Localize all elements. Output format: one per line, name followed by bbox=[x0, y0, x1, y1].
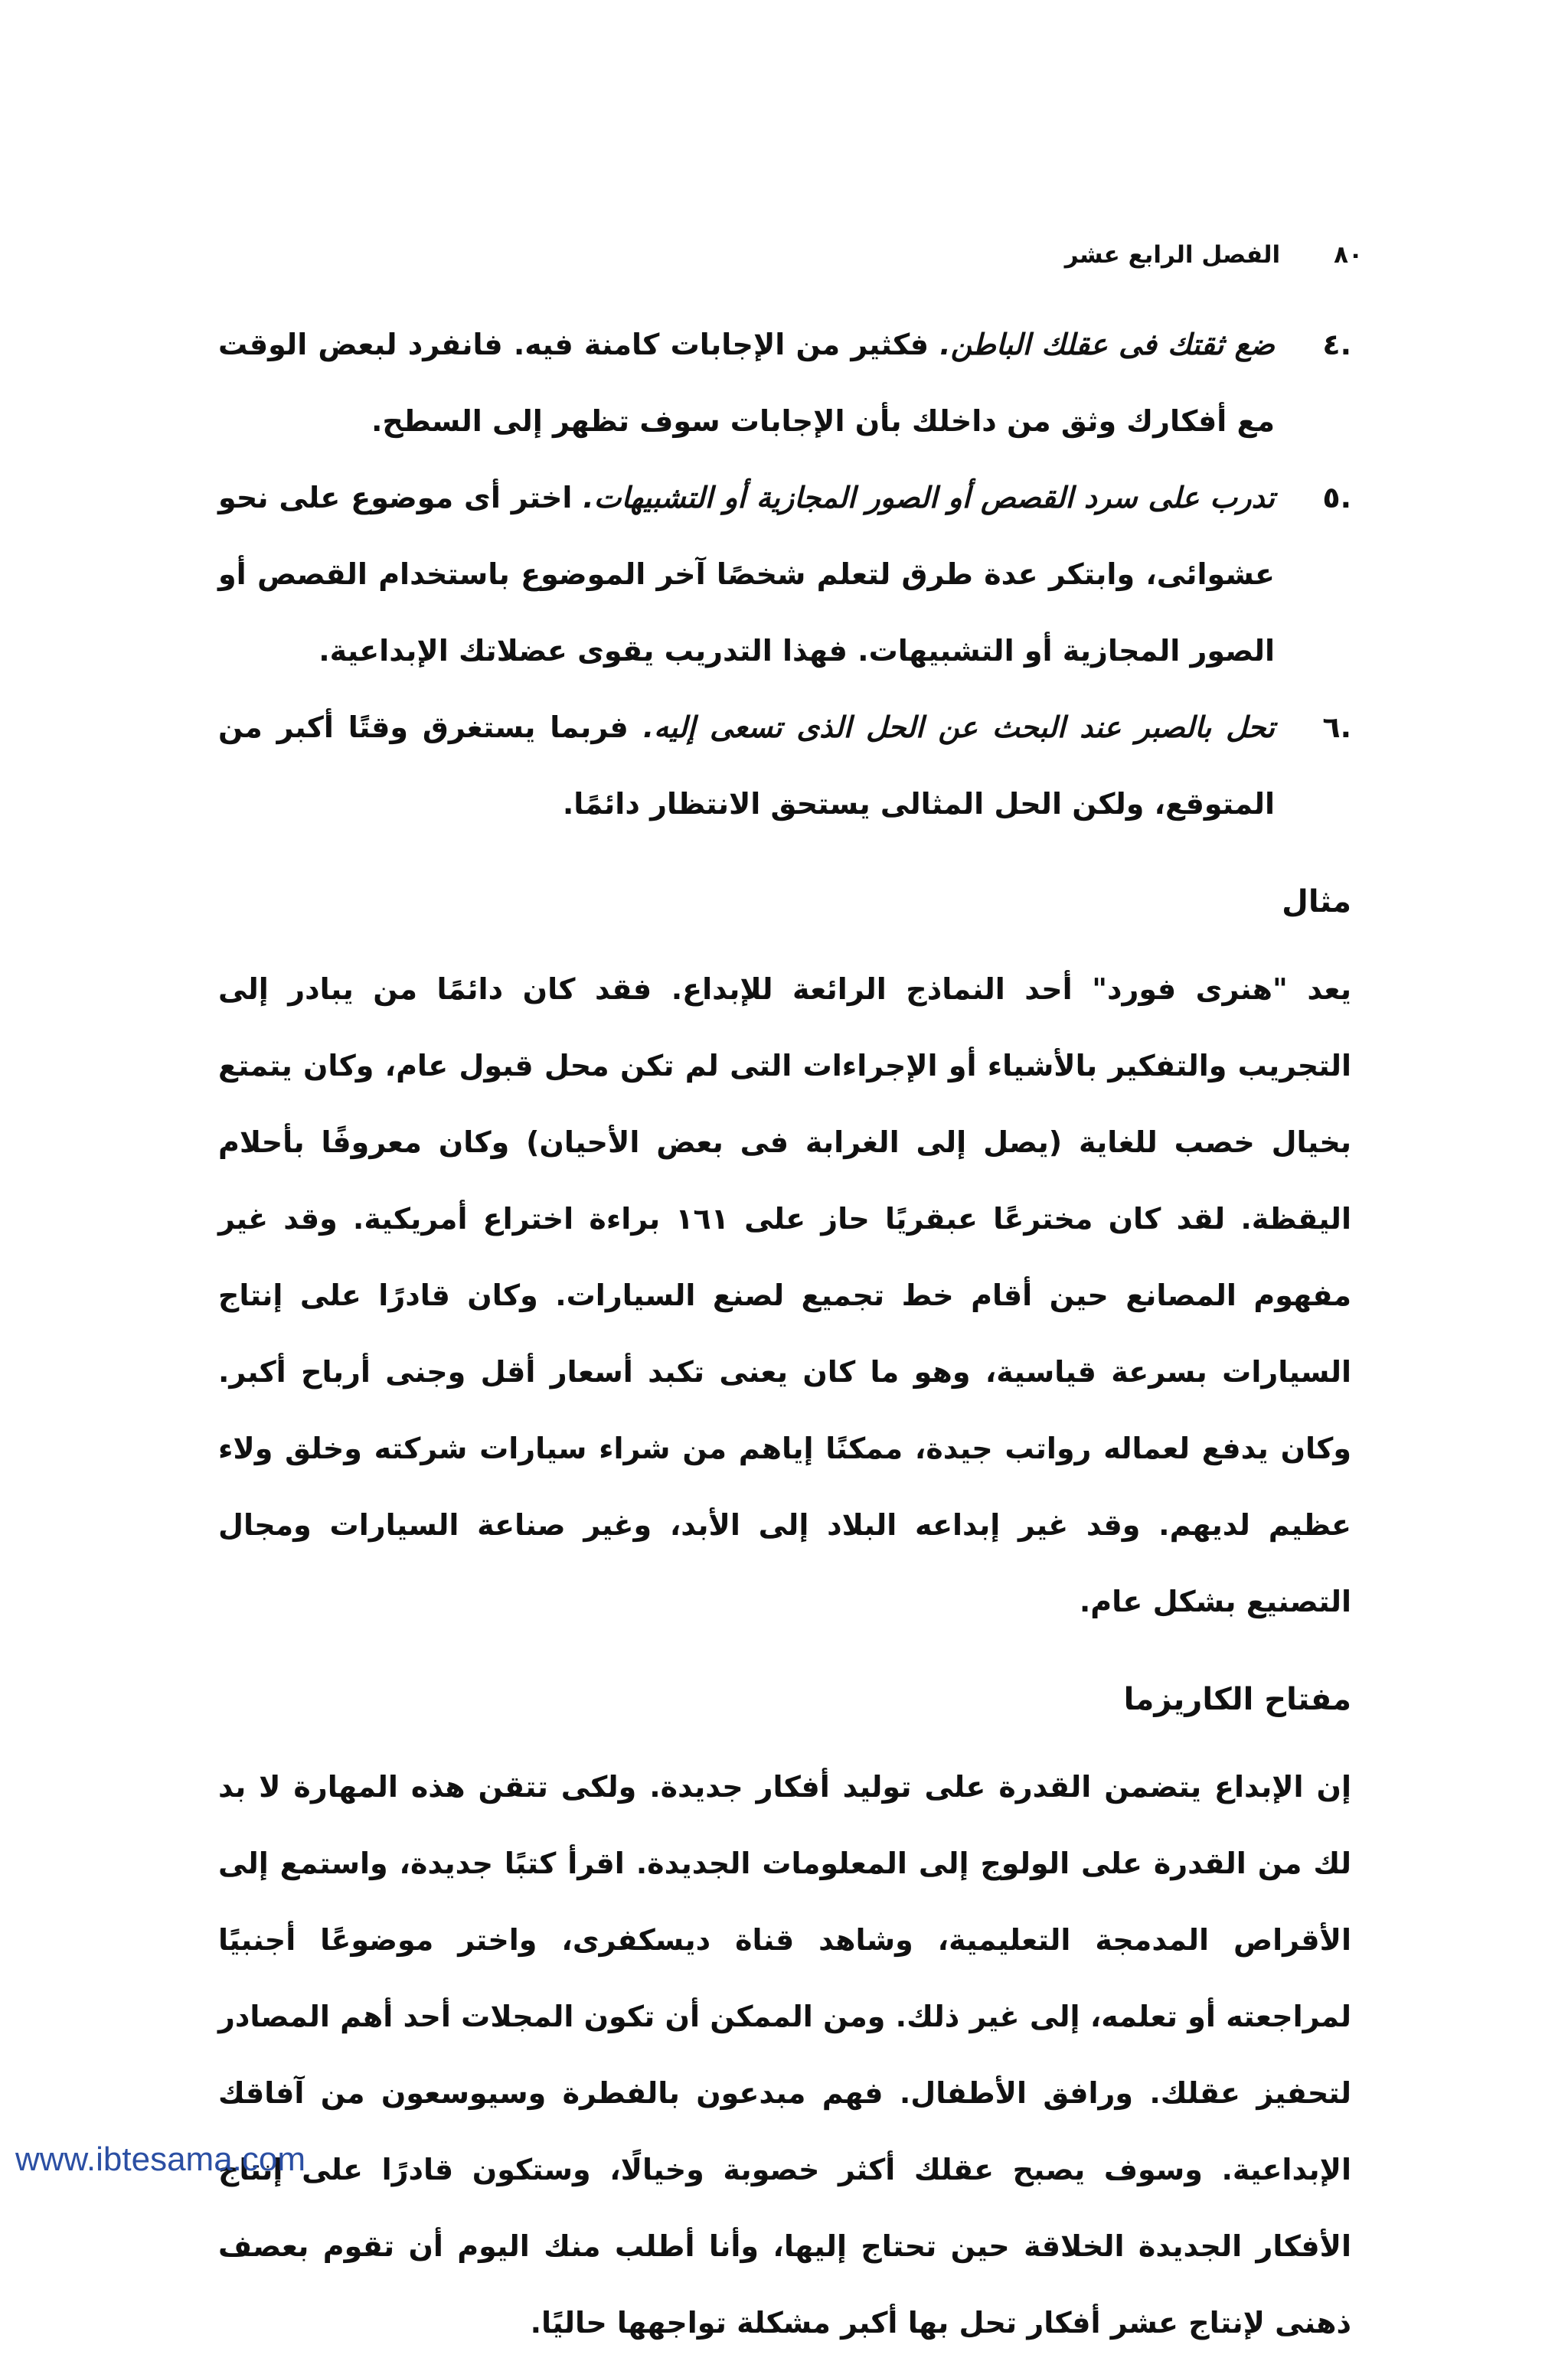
tip-number: .٦ bbox=[1322, 710, 1351, 744]
tip-heading: تحل بالصبر عند البحث عن الحل الذى تسعى إليه. bbox=[642, 710, 1275, 744]
example-paragraph: يعد "هنرى فورد" أحد النماذج الرائعة للإبداع. فقد كان دائمًا من يبادر إلى التجريب والتفكير بالأشياء أو الإجراءات التى لم تكن محل قبول عام، وكان يتمتع بخيال خصب للغاية (يصل إلى الغرابة فى بعض الأحيان) وكان معروفًا بأحلام اليقظة. لقد كان مخترعًا عبقريًا حاز على ١٦١ براءة اختراع أمريكية. وقد غير مفهوم المصانع حين أقام خط تجميع لصنع السيارات. وكان قادرًا على إنتاج السيارات بسرعة قياسية، وهو ما كان يعنى تكبد أسعار أقل وجنى أرباح أكبر. وكان يدفع لعماله رواتب جيدة، ممكنًا إياهم من شراء سيارات شركته وخلق ولاء عظيم لديهم. وقد غير إبداعه البلاد إلى الأبد، وغير صناعة السيارات ومجال التصنيع بشكل عام. bbox=[218, 972, 1351, 1618]
example-heading: مثال bbox=[1282, 884, 1351, 919]
charisma-key-heading: مفتاح الكاريزما bbox=[1123, 1682, 1351, 1717]
tips-list bbox=[218, 306, 1351, 842]
tip-number: .٥ bbox=[1322, 481, 1351, 514]
tip-body bbox=[218, 306, 1275, 459]
tip-item bbox=[218, 459, 1351, 689]
chapter-title: الفصل الرابع عشر bbox=[1064, 241, 1281, 269]
tip-text: فربما يستغرق وقتًا أكبر من المتوقع، ولكن الحل المثالى يستحق الانتظار دائمًا. bbox=[218, 710, 1275, 821]
page-content bbox=[218, 306, 1351, 2361]
tip-body bbox=[218, 459, 1275, 689]
tip-heading: ضع ثقتك فى عقلك الباطن. bbox=[939, 328, 1276, 361]
tip-number: .٤ bbox=[1322, 328, 1351, 361]
tip-text: اختر أى موضوع على نحو عشوائى، وابتكر عدة طرق لتعلم شخصًا آخر الموضوع باستخدام القصص أو الصور المجازية أو التشبيهات. فهذا التدريب يقوى عضلاتك الإبداعية. bbox=[218, 481, 1275, 668]
charisma-key-paragraph: إن الإبداع يتضمن القدرة على توليد أفكار جديدة. ولكى تتقن هذه المهارة لا بد لك من القدرة على الولوج إلى المعلومات الجديدة. اقرأ كتبًا جديدة، واستمع إلى الأقراص المدمجة التعليمية، وشاهد قناة ديسكفرى، واختر موضوعًا أجنبيًا لمراجعته أو تعلمه، إلى غير ذلك. ومن الممكن أن تكون المجلات أحد أهم المصادر لتحفيز عقلك. ورافق الأطفال. فهم مبدعون بالفطرة وسيوسعون من آفاقك الإبداعية. وسوف يصبح عقلك أكثر خصوبة وخيالًا، وستكون قادرًا على إنتاج الأفكار الجديدة الخلاقة حين تحتاج إليها، وأنا أطلب منك اليوم أن تقوم بعصف ذهنى لإنتاج عشر أفكار تحل بها أكبر مشكلة تواجهها حاليًا. bbox=[218, 1770, 1351, 2340]
page-number: ٨٠ bbox=[1334, 241, 1363, 269]
site-watermark: www.ibtesama.com bbox=[15, 2141, 306, 2178]
tip-item bbox=[218, 689, 1351, 842]
tip-body bbox=[218, 689, 1275, 842]
tip-item bbox=[218, 306, 1351, 459]
running-header bbox=[1011, 236, 1363, 274]
tip-heading: تدرب على سرد القصص أو الصور المجازية أو التشبيهات. bbox=[583, 481, 1276, 514]
tip-text: فكثير من الإجابات كامنة فيه. فانفرد لبعض الوقت مع أفكارك وثق من داخلك بأن الإجابات سوف تظهر إلى السطح. bbox=[218, 328, 1275, 438]
